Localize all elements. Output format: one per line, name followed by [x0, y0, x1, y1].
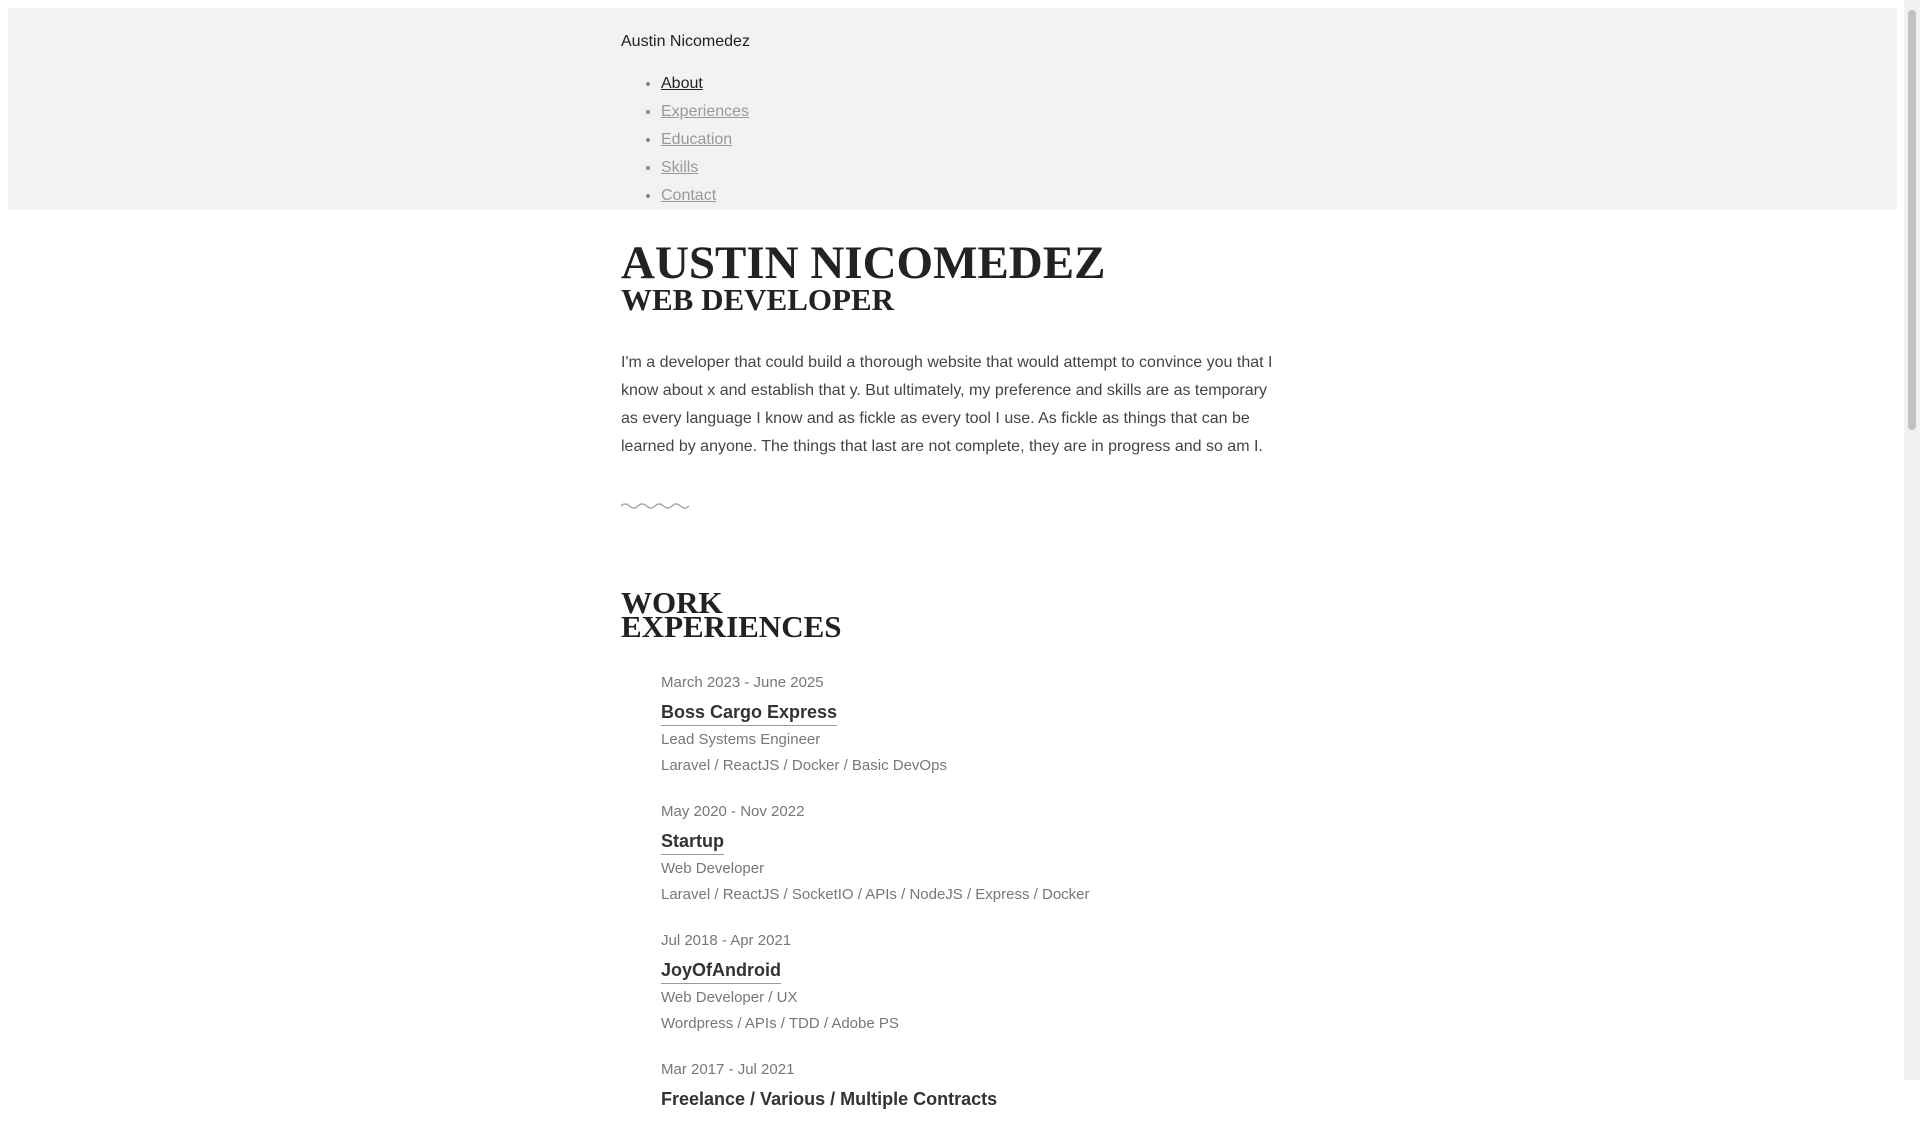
nav-link-contact[interactable]: Contact: [661, 187, 717, 204]
job-date: Mar 2017 - Jul 2021: [661, 1061, 795, 1078]
nav-link-about[interactable]: About: [661, 75, 703, 92]
job-item: [661, 802, 1281, 905]
nav-link-education[interactable]: Education: [661, 131, 733, 148]
job-item: [661, 673, 1281, 776]
job-stack: Laravel / ReactJS / SocketIO / APIs / NodeJS / Express / Docker: [661, 886, 1090, 903]
nav-link-experiences[interactable]: Experiences: [661, 103, 750, 120]
squiggle-divider-icon: [621, 501, 689, 509]
jobs-list: [621, 673, 1281, 1112]
site-header: [8, 8, 1897, 210]
nav-list: [621, 70, 749, 210]
nav-item-skills: [661, 154, 749, 182]
nav-item-about: [661, 70, 749, 98]
job-role: Web Developer: [661, 860, 765, 877]
page-scrollbar[interactable]: [1904, 0, 1920, 1080]
nav-item-experiences: [661, 98, 749, 126]
job-stack: Wordpress / APIs / TDD / Adobe PS: [661, 1015, 899, 1032]
job-company: Startup: [661, 830, 724, 855]
job-role: Web Developer / UX: [661, 989, 798, 1006]
job-company: Boss Cargo Express: [661, 701, 837, 726]
brand-link[interactable]: Austin Nicomedez: [621, 33, 750, 50]
job-company: JoyOfAndroid: [661, 959, 781, 984]
nav-link-skills[interactable]: Skills: [661, 159, 699, 176]
nav-item-education: [661, 126, 749, 154]
section-title-experiences: WORK EXPERIENCES: [621, 585, 842, 644]
job-role: Lead Systems Engineer: [661, 731, 821, 748]
page-title: AUSTIN NICOMEDEZ: [621, 237, 1106, 289]
job-date: Jul 2018 - Apr 2021: [661, 932, 792, 949]
job-item: [661, 1060, 1281, 1112]
main-content: [621, 237, 1281, 1138]
page-subtitle: WEB DEVELOPER: [621, 282, 895, 317]
job-item: [661, 931, 1281, 1034]
scrollbar-thumb[interactable]: [1908, 10, 1916, 430]
nav-item-contact: [661, 182, 749, 210]
job-company: Freelance / Various / Multiple Contracts: [661, 1089, 998, 1109]
intro-paragraph: I'm a developer that could build a thorough website that would attempt to convince you that I know about x and establish that y. But ultimately, my preference and skills are as temporary as every language I know and as fickle as every tool I use. As fickle as things that can be learned by anyone. The things that last are not complete, they are in progress and so am I.: [621, 354, 1273, 455]
job-date: March 2023 - June 2025: [661, 674, 824, 691]
job-date: May 2020 - Nov 2022: [661, 803, 805, 820]
job-stack: Laravel / ReactJS / Docker / Basic DevOps: [661, 757, 947, 774]
